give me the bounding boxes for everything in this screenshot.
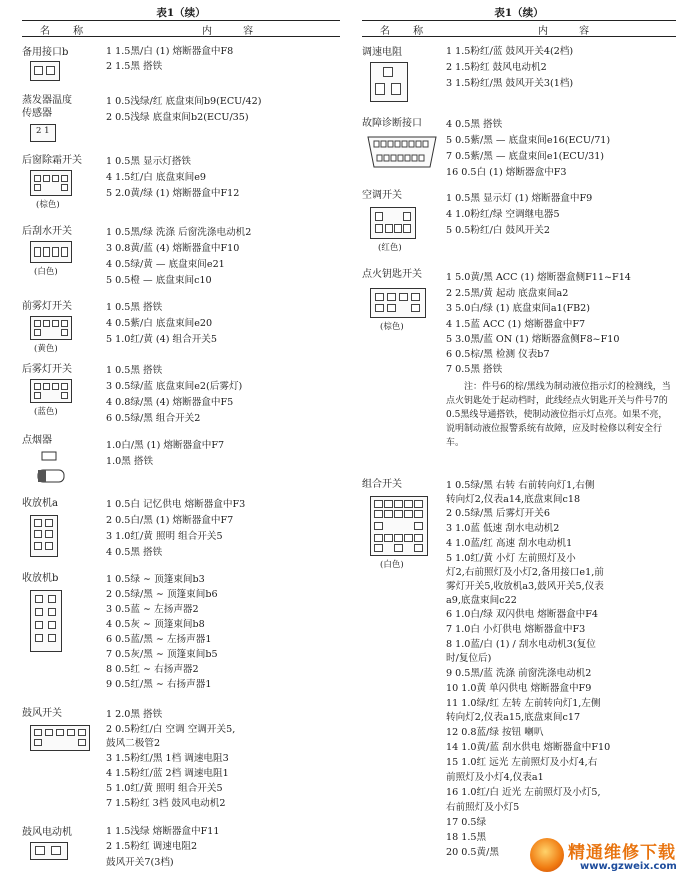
entry-line: 11 1.0绿/红 左转 左前转向灯1,左侧: [446, 698, 601, 709]
entry-line: 20 0.5黄/黑: [446, 847, 499, 858]
entry-line: 1 1.5黑/白 (1) 熔断器盒中F8: [106, 46, 234, 57]
entry-line: 7 0.5灰/黑 ∼ 顶篷束间b5: [106, 649, 218, 660]
header-content: 内 容: [538, 26, 604, 37]
connector-icon: [30, 725, 90, 751]
entry-line: 6 0.5蓝/黑 ∼ 左扬声器1: [106, 634, 212, 645]
entry-line: 4 1.5粉红/蓝 2档 调速电阻1: [106, 768, 229, 779]
entry-line: 8 1.0蓝/白 (1) / 刮水电动机3(复位: [446, 639, 596, 650]
entry-line: 4 0.5紫/白 底盘束间e20: [106, 318, 213, 329]
entry-line: 7 0.5紫/黑 — 底盘束间e1(ECU/31): [446, 151, 605, 162]
entry-name: 前雾灯开关: [22, 301, 72, 312]
header-name: 名 称: [380, 26, 434, 37]
entry-name: 收放机a: [22, 498, 58, 509]
entry-line: a9,底盘束间c22: [446, 595, 517, 606]
entry-line: 7 0.5黑 搭铁: [446, 364, 503, 375]
entry-name: 后刮水开关: [22, 226, 72, 237]
entry-line: 4 1.5红/白 底盘束间e9: [106, 172, 207, 183]
entry-name: 收放机b: [22, 573, 59, 584]
entry-name: 调速电阻: [362, 47, 402, 58]
entry-line: 4 1.0蓝/红 高速 刮水电动机1: [446, 538, 573, 549]
entry-line: 2 0.5白/黑 (1) 熔断器盒中F7: [106, 515, 234, 526]
entry-line: 1 0.5绿 ∼ 顶篷束间b3: [106, 574, 205, 585]
entry-ac-switch: [362, 189, 676, 265]
entry-line: 8 0.5红 ∼ 右扬声器2: [106, 664, 199, 675]
entry-cigarette-lighter: [22, 434, 340, 494]
connector-caption: (棕色): [380, 322, 404, 332]
entry-combination-switch: [362, 478, 676, 878]
entry-name: 鼓风开关: [22, 708, 62, 719]
entry-line: 灯2,右前照灯及小灯2,备用接口e1,前: [446, 567, 604, 578]
entry-line: 5 1.0红/黄 照明 组合开关5: [106, 783, 223, 794]
entry-line: 2 2.5黑/黄 起动 底盘束间a2: [446, 288, 569, 299]
entry-line: 雾灯开关5,收放机a3,鼓风开关5,仪表: [446, 581, 604, 592]
entry-line: 3 0.5蓝 ∼ 左扬声器2: [106, 604, 199, 615]
entry-line: 3 5.0白/绿 (1) 底盘束间a1(FB2): [446, 303, 591, 314]
entry-line: 2 1.5粉红 调速电阻2: [106, 841, 198, 852]
connector-icon: [30, 241, 72, 263]
entry-name: 点烟器: [22, 435, 52, 446]
entry-line: 4 0.5绿/黄 — 底盘束间e21: [106, 259, 225, 270]
entry-line: 4 1.0粉红/绿 空调继电器5: [446, 209, 560, 220]
entry-line: 右前照灯及小灯5: [446, 802, 520, 813]
entry-line: 5 2.0黄/绿 (1) 熔断器盒中F12: [106, 188, 240, 199]
entry-line: 18 1.5黑: [446, 832, 487, 843]
entry-line: 时/复位后): [446, 653, 492, 664]
lighter-icon: [36, 450, 72, 486]
connector-icon: [30, 124, 56, 142]
entry-line: 鼓风二极管2: [106, 738, 161, 749]
entry-line: 16 1.0红/白 近光 左前照灯及小灯5,: [446, 787, 601, 798]
entry-line: 16 0.5白 (1) 熔断器盒中F3: [446, 167, 567, 178]
entry-line: 前照灯及小灯4,仪表a1: [446, 772, 544, 783]
entry-line: 3 1.5粉红/黑 1档 调速电阻3: [106, 753, 229, 764]
entry-line: 1 0.5黑/绿 洗涤 后窗洗涤电动机2: [106, 227, 252, 238]
entry-line: 7 1.5粉红 3档 鼓风电动机2: [106, 798, 226, 809]
entry-line: 1 0.5绿/黑 右转 右前转向灯1,右侧: [446, 480, 595, 491]
entry-name: 蒸发器温度传感器: [22, 95, 72, 119]
entry-line: 2 0.5浅绿 底盘束间b2(ECU/35): [106, 112, 249, 123]
entry-front-fog-switch: [22, 300, 340, 364]
entry-line: 9 0.5黑/蓝 洗涤 前窗洗涤电动机2: [446, 668, 592, 679]
entry-line: 17 0.5绿: [446, 817, 487, 828]
entry-name: 组合开关: [362, 479, 402, 490]
entry-blower-motor: [22, 826, 340, 882]
connector-caption: (蓝色): [34, 407, 58, 417]
entry-line: 4 0.5黑 搭铁: [446, 119, 503, 130]
entry-line: 15 1.0红 远光 左前照灯及小灯4,右: [446, 757, 598, 768]
entry-line: 2 0.5绿/黑 ∼ 顶篷束间b6: [106, 589, 218, 600]
entry-line: 5 3.0黑/蓝 ON (1) 熔断器盒侧F8~F10: [446, 334, 620, 345]
entry-line: 1 5.0黄/黑 ACC (1) 熔断器盒侧F11~F14: [446, 272, 631, 283]
connector-icon: [30, 515, 58, 557]
entry-spare-port-b: [22, 46, 340, 96]
entry-line: 6 1.0白/绿 双闪供电 熔断器盒中F4: [446, 609, 599, 620]
entry-line: 3 1.5粉红/黑 鼓风开关3(1档): [446, 78, 574, 89]
entry-radio-a: [22, 497, 340, 573]
entry-line: 3 0.5绿/蓝 底盘束间e2(后雾灯): [106, 381, 243, 392]
connector-caption: (黄色): [34, 344, 58, 354]
obd-connector-icon: [366, 135, 438, 169]
entry-evaporator-sensor: [22, 94, 340, 154]
entry-line: 12 0.8蓝/绿 按钮 喇叭: [446, 727, 544, 738]
entry-line: 2 0.5粉红/白 空调 空调开关5,: [106, 724, 236, 735]
entry-name: 后窗除霜开关: [22, 155, 82, 166]
connector-icon: [30, 590, 62, 652]
ignition-note: 注：件号6的棕/黑线为制动液位指示灯的检测线，当点火钥匙处于起动档时，此线经点火钥匙开关与件号7的0.5黑线导通搭铁，使制动液位指示灯点亮。如果不亮，说明制动液位报警系统有故障，应及时检修以利安全行车。: [446, 382, 671, 448]
table-header: [22, 20, 340, 37]
entry-speed-resistor: [362, 46, 676, 112]
entry-name: 鼓风电动机: [22, 827, 72, 838]
entry-line: 1 0.5黑 搭铁: [106, 302, 163, 313]
entry-line: 5 1.0红/黄 小灯 左前照灯及小: [446, 553, 576, 564]
table-caption: 表1（续）: [156, 7, 206, 19]
table-caption-right: 表1（续）: [494, 7, 544, 19]
entry-line: 9 0.5红/黑 ∼ 右扬声器1: [106, 679, 212, 690]
connector-icon: [30, 842, 68, 860]
entry-line: 4 0.8绿/黑 (4) 熔断器盒中F5: [106, 397, 234, 408]
entry-radio-b: [22, 572, 340, 696]
entry-name: 空调开关: [362, 190, 402, 201]
connector-icon: [370, 288, 426, 318]
header-name: 名 称: [40, 26, 94, 37]
entry-line: 1 2.0黑 搭铁: [106, 709, 163, 720]
entry-line: 2 1.5黑 搭铁: [106, 61, 163, 72]
entry-line: 7 1.0白 小灯供电 熔断器盒中F3: [446, 624, 586, 635]
left-column: [22, 6, 340, 868]
entry-line: 1 0.5浅绿/红 底盘束间b9(ECU/42): [106, 96, 262, 107]
entry-line: 1 0.5白 记忆供电 熔断器盒中F3: [106, 499, 246, 510]
entry-ignition-switch: [362, 268, 676, 468]
entry-line: 3 1.0红/黄 照明 组合开关5: [106, 531, 223, 542]
connector-caption: (白色): [34, 267, 58, 277]
entry-line: 1.0黑 搭铁: [106, 456, 154, 467]
entry-name: 备用接口b: [22, 47, 69, 58]
connector-icon: [370, 62, 408, 102]
site-watermark: [530, 836, 682, 880]
connector-icon: [30, 379, 72, 403]
connector-icon: [370, 496, 428, 556]
entry-line: 1 0.5黑 搭铁: [106, 365, 163, 376]
entry-line: 转向灯2,仪表a15,底盘束间c17: [446, 712, 581, 723]
watermark-text: 精通维修下载: [568, 843, 676, 863]
entry-line: 1.0白/黑 (1) 熔断器盒中F7: [106, 440, 225, 451]
watermark-url: www.gzweix.com: [580, 861, 677, 872]
entry-blower-switch: [22, 707, 340, 815]
entry-line: 4 0.5灰 ∼ 顶篷束间b8: [106, 619, 205, 630]
entry-name: 故障诊断接口: [362, 118, 422, 129]
connector-caption: (棕色): [36, 200, 60, 210]
connector-icon: [30, 316, 72, 340]
connector-caption: (红色): [378, 243, 402, 253]
entry-line: 1 0.5黑 显示灯 (1) 熔断器盒中F9: [446, 193, 593, 204]
connector-icon: [370, 207, 416, 239]
entry-line: 2 1.5粉红 鼓风电动机2: [446, 62, 547, 73]
header-content: 内 容: [202, 26, 268, 37]
connector-caption: 2 1: [36, 126, 50, 136]
entry-line: 14 1.0黄/蓝 刮水供电 熔断器盒中F10: [446, 742, 611, 753]
entry-rear-fog-switch: [22, 363, 340, 435]
entry-line: 1 0.5黑 显示灯搭铁: [106, 156, 192, 167]
connector-icon: [30, 61, 60, 81]
connector-icon: [30, 170, 72, 196]
entry-name: 后雾灯开关: [22, 364, 72, 375]
connector-caption: (白色): [380, 560, 404, 570]
entry-line: 转向灯2,仪表a14,底盘束间c18: [446, 494, 581, 505]
entry-line: 6 0.5棕/黑 检测 仪表b7: [446, 349, 550, 360]
table-header-right: [362, 20, 676, 37]
entry-line: 4 0.5黑 搭铁: [106, 547, 163, 558]
entry-line: 鼓风开关7(3档): [106, 857, 174, 868]
entry-line: 6 0.5绿/黑 组合开关2: [106, 413, 201, 424]
entry-line: 5 0.5橙 — 底盘束间c10: [106, 275, 212, 286]
entry-line: 4 1.5蓝 ACC (1) 熔断器盒中F7: [446, 319, 586, 330]
entry-line: 5 1.0红/黄 (4) 组合开关5: [106, 334, 217, 345]
entry-line: 5 0.5紫/黑 — 底盘束间e16(ECU/71): [446, 135, 611, 146]
entry-line: 3 1.0蓝 低速 刮水电动机2: [446, 523, 560, 534]
entry-rear-defrost-switch: [22, 154, 340, 226]
entry-line: 5 0.5粉红/白 鼓风开关2: [446, 225, 550, 236]
entry-line: 2 0.5绿/黑 后雾灯开关6: [446, 508, 550, 519]
entry-line: 3 0.8黄/蓝 (4) 熔断器盒中F10: [106, 243, 240, 254]
entry-name: 点火钥匙开关: [362, 269, 422, 280]
watermark-logo-icon: [530, 838, 564, 872]
entry-line: 1 1.5粉红/蓝 鼓风开关4(2档): [446, 46, 574, 57]
entry-diagnostic-port: [362, 117, 676, 187]
entry-rear-wiper-switch: [22, 225, 340, 297]
entry-line: 1 1.5浅绿 熔断器盒中F11: [106, 826, 220, 837]
entry-line: 10 1.0黄 单闪供电 熔断器盒中F9: [446, 683, 592, 694]
